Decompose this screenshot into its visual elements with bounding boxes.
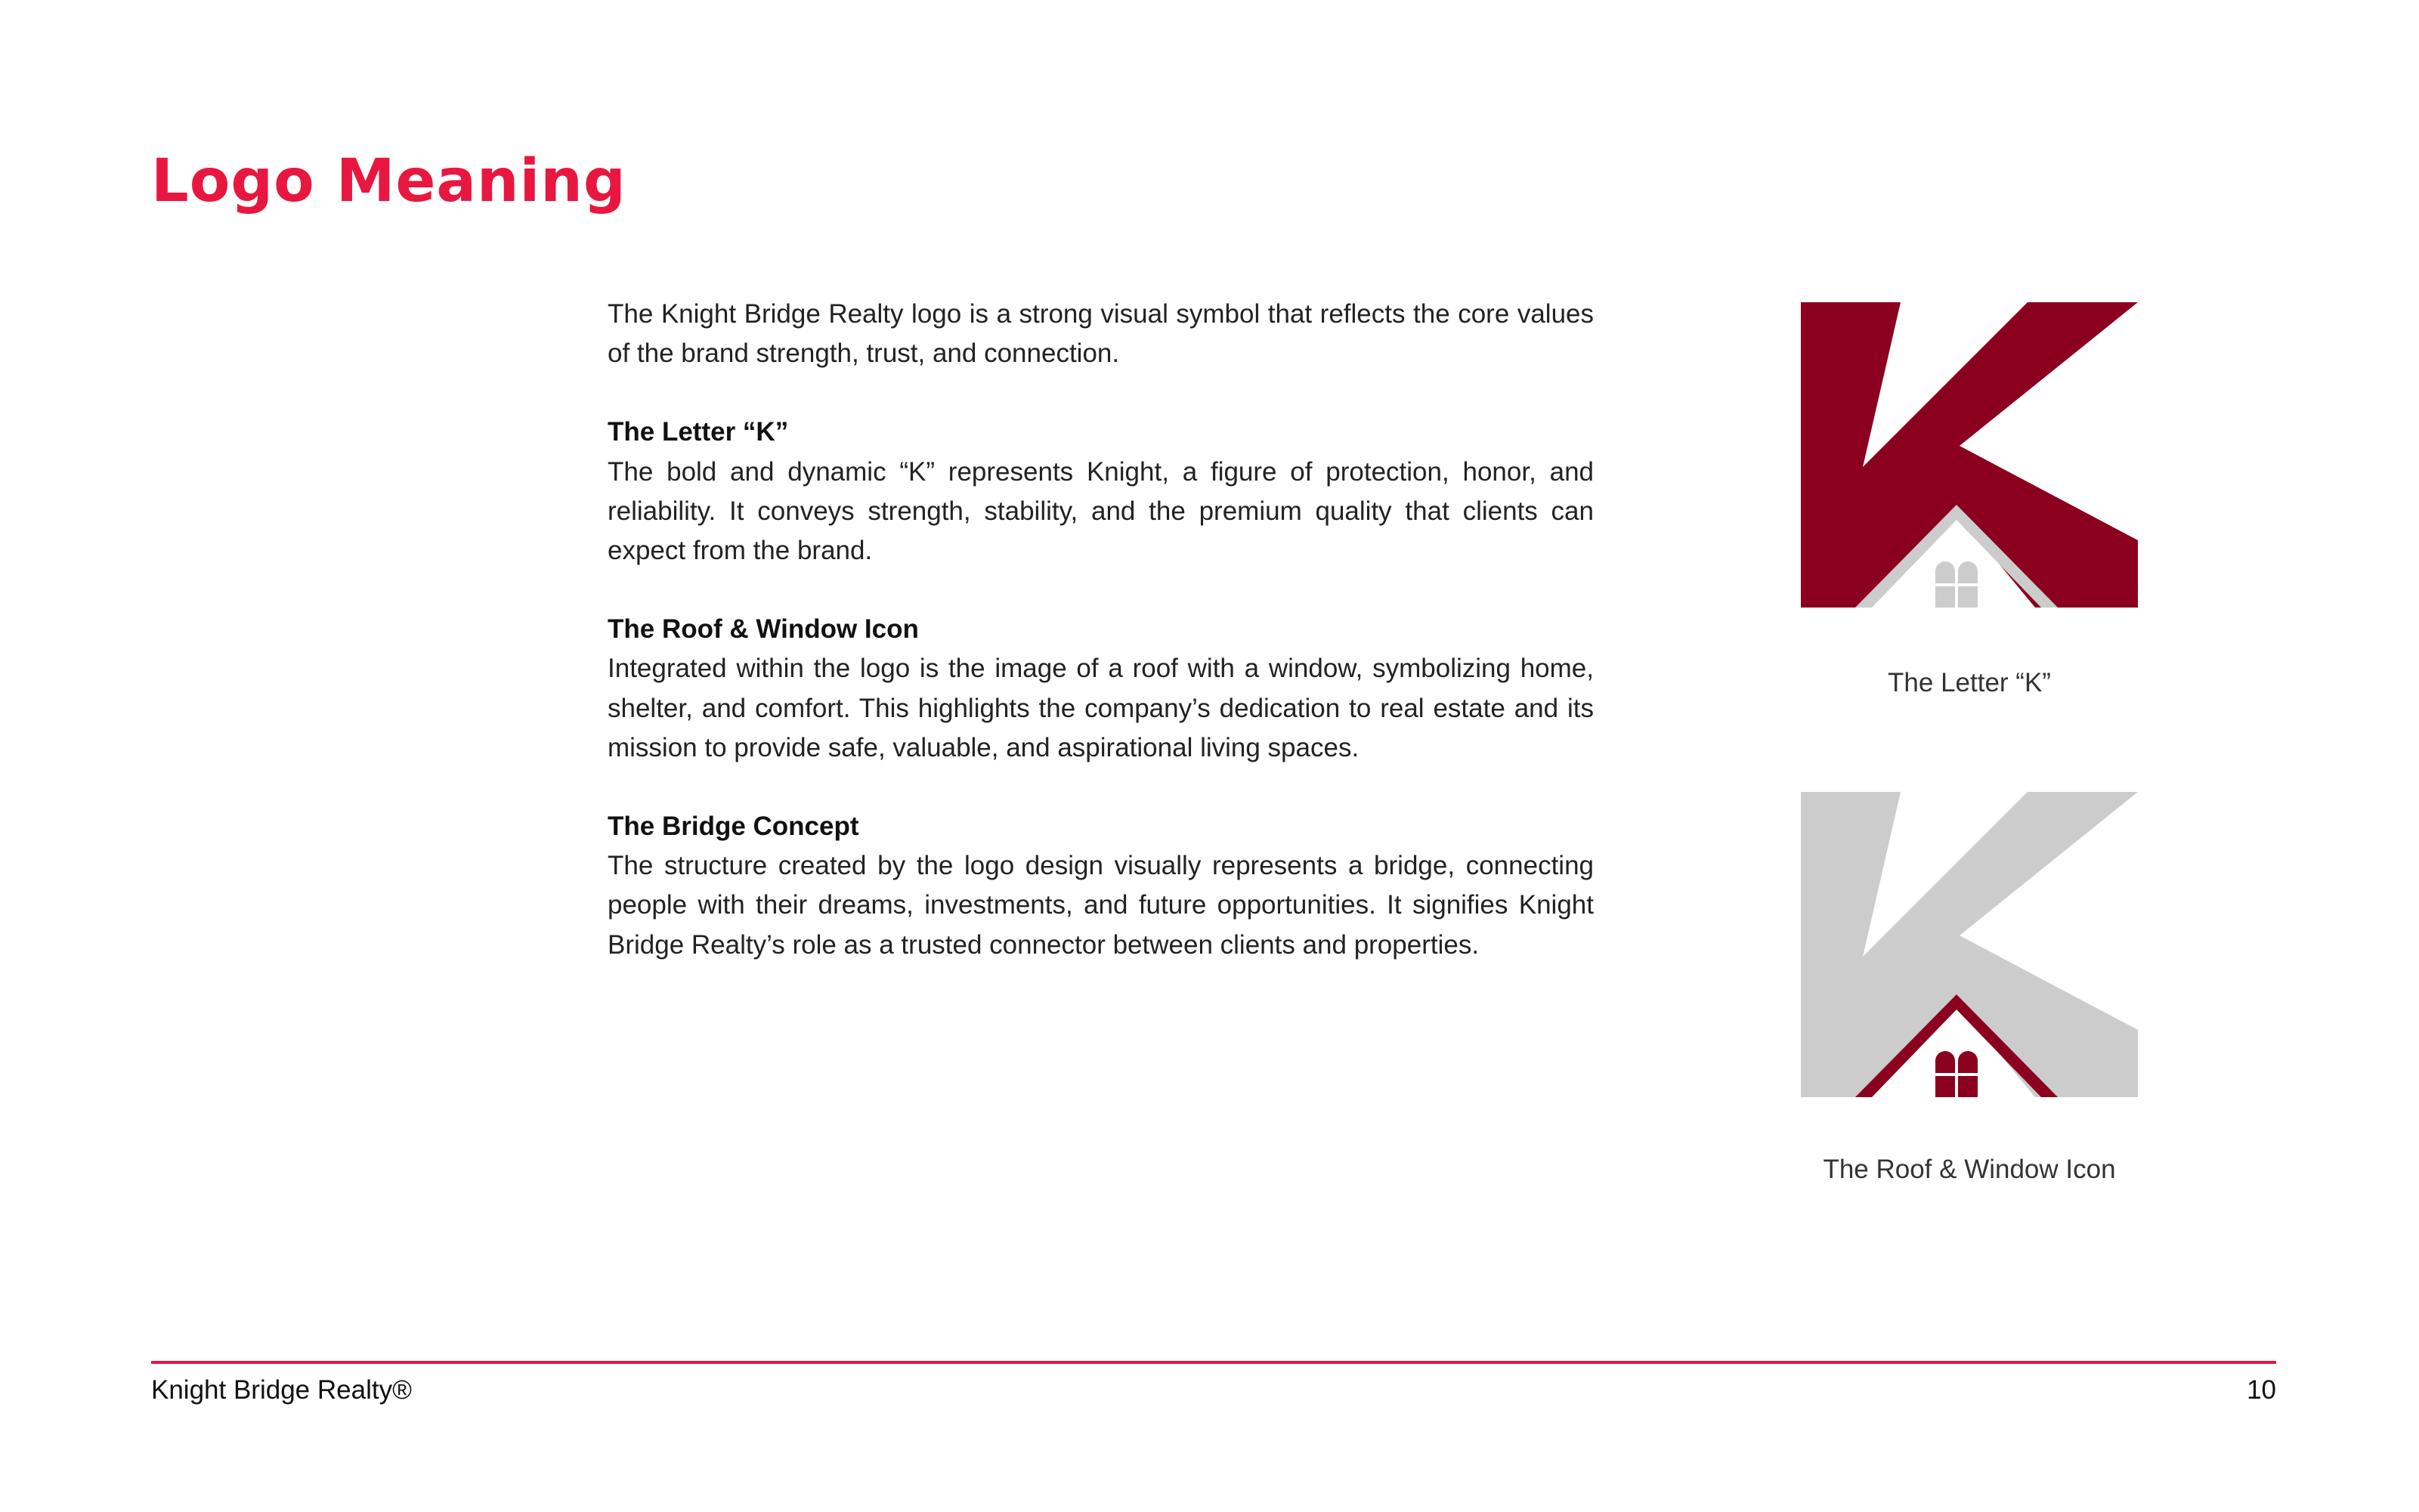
knight-bridge-roof-window-logo-icon — [1801, 792, 2138, 1097]
window-icon — [1935, 1051, 1978, 1097]
section-roof-window — [608, 610, 1594, 768]
window-icon — [1935, 561, 1978, 608]
logo-letter-k-figure — [1801, 302, 2138, 608]
section-letter-k — [608, 413, 1594, 570]
section-heading: The Roof & Window Icon — [608, 614, 919, 645]
figure-caption: The Roof & Window Icon — [1823, 1155, 2116, 1184]
logo-roof-window-figure — [1801, 792, 2138, 1097]
section-bridge-concept — [608, 807, 1594, 965]
logo-meaning-description — [608, 295, 1594, 1004]
section-text: Integrated within the logo is the image of a roof with a window, symbolizing home, shelter, and comfort. This highlights the company’s dedication to real estate and its mission to provide safe, valuable, and aspirational living spaces. — [608, 654, 1594, 762]
knight-bridge-k-logo-icon — [1801, 302, 2138, 608]
figure-caption: The Letter “K” — [1888, 668, 2051, 697]
section-text: The bold and dynamic “K” represents Knight, a figure of protection, honor, and reliability. It conveys strength, stability, and the premium quality that clients can expect from the brand. — [608, 456, 1594, 566]
page-title: Logo Meaning — [151, 147, 626, 215]
footer-brand-name: Knight Bridge Realty® — [151, 1375, 412, 1405]
section-heading: The Bridge Concept — [608, 812, 859, 842]
section-text: The structure created by the logo design visually represents a bridge, connecting people with their dreams, investments, and future opportunities. It signifies Knight Bridge Realty’s role as a trusted connector between clients and properties. — [608, 851, 1594, 960]
intro-paragraph: The Knight Bridge Realty logo is a strong visual symbol that reflects the core values of the brand strength, trust, and connection. — [608, 299, 1594, 369]
section-heading: The Letter “K” — [608, 417, 789, 447]
footer-divider — [151, 1361, 2276, 1364]
page-number: 10 — [2247, 1375, 2276, 1405]
